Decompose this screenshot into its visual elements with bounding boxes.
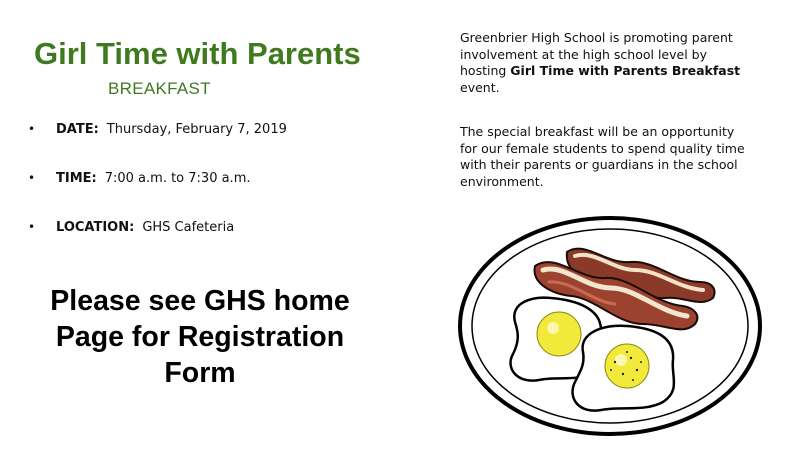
- detail-time-label: TIME:: [56, 171, 97, 186]
- bullet: •: [28, 171, 36, 185]
- desc-line: with their parents or guardians in the school: [460, 157, 738, 172]
- desc-line: [460, 63, 780, 80]
- desc-line: involvement at the high school level by: [460, 46, 707, 62]
- callout-line-3: Form: [164, 357, 236, 389]
- yolk-icon: [537, 312, 581, 356]
- bullet: •: [28, 220, 36, 234]
- yolk-icon: [605, 344, 649, 388]
- detail-date-label: DATE:: [56, 122, 99, 137]
- detail-date: [28, 122, 287, 137]
- event-subtitle: BREAKFAST: [108, 79, 211, 98]
- bullet: •: [28, 122, 36, 136]
- desc-line: for our female students to spend quality time: [460, 140, 745, 156]
- detail-date-value: Thursday, February 7, 2019: [106, 122, 287, 137]
- callout-line-1: Please see GHS home: [50, 285, 350, 317]
- detail-time: [28, 171, 251, 186]
- event-title: Girl Time with Parents: [34, 36, 361, 71]
- desc-line: Greenbrier High School is promoting parent: [460, 30, 733, 45]
- callout-line-2: Page for Registration: [55, 321, 345, 353]
- desc-line: event.: [460, 79, 500, 95]
- description-paragraph-1: [460, 30, 780, 96]
- desc-prefix: hosting: [460, 63, 511, 78]
- detail-location-label: LOCATION:: [56, 220, 135, 235]
- desc-event-name: Girl Time with Parents Breakfast: [510, 63, 741, 78]
- description-paragraph-2: [460, 124, 780, 190]
- detail-location-value: GHS Cafeteria: [142, 220, 235, 235]
- detail-location: [28, 220, 234, 235]
- desc-line: environment.: [460, 173, 544, 189]
- fried-egg-icon: [573, 326, 674, 411]
- registration-callout: [0, 283, 400, 391]
- desc-line: The special breakfast will be an opportunity: [460, 124, 735, 139]
- breakfast-plate-illustration: [455, 212, 765, 440]
- detail-time-value: 7:00 a.m. to 7:30 a.m.: [104, 171, 251, 186]
